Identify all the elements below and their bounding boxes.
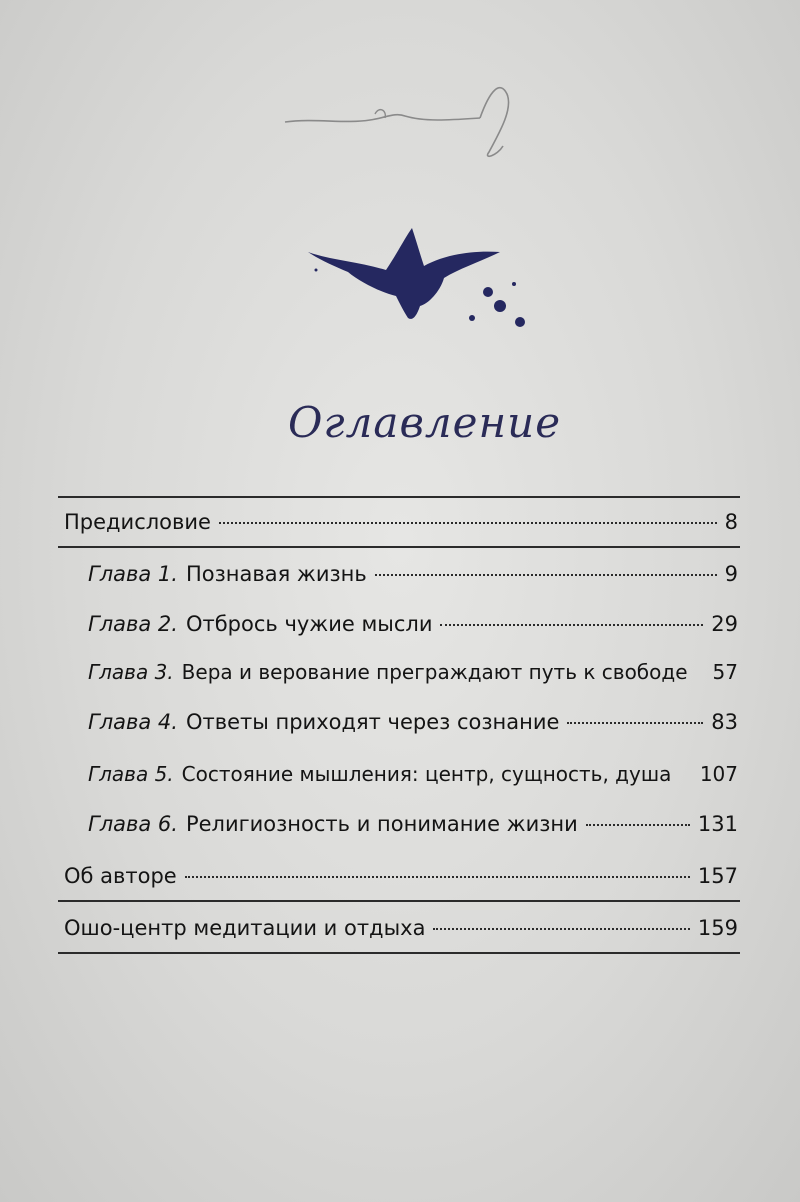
dot-leader — [440, 624, 703, 626]
toc-entry-title: Состояние мышления: центр, сущность, душа — [181, 762, 672, 786]
toc-page-number: 131 — [697, 812, 738, 836]
divider-rule — [58, 546, 740, 548]
chapter-number: Глава 5. — [88, 762, 174, 786]
toc-entry[interactable] — [64, 864, 738, 888]
toc-entry[interactable] — [88, 812, 738, 836]
dot-leader — [567, 722, 703, 724]
toc-page-number: 57 — [712, 660, 738, 684]
toc-page-number: 157 — [697, 864, 738, 888]
toc-entry-title: Ошо-центр медитации и отдыха — [64, 916, 426, 940]
toc-entry[interactable] — [88, 762, 738, 786]
toc-page-number: 107 — [699, 762, 738, 786]
toc-entry[interactable] — [88, 660, 738, 684]
dot-leader — [219, 522, 717, 524]
toc-entry[interactable] — [64, 916, 738, 940]
toc-page-number: 9 — [724, 562, 738, 586]
dot-leader — [433, 928, 689, 930]
toc-page-number: 29 — [711, 612, 738, 636]
toc-entry-title: Религиозность и понимание жизни — [185, 812, 578, 836]
chapter-number: Глава 4. — [88, 710, 178, 734]
toc-entry-title: Об авторе — [64, 864, 177, 888]
chapter-number: Глава 2. — [88, 612, 178, 636]
toc-entry[interactable] — [88, 612, 738, 636]
toc-entry-title: Вера и верование преграждают путь к свободе — [181, 660, 688, 684]
toc-title: Оглавление — [288, 398, 562, 447]
toc-entry-title: Ответы приходят через сознание — [185, 710, 560, 734]
chapter-number: Глава 6. — [88, 812, 178, 836]
toc-entry-title: Отбрось чужие мысли — [185, 612, 433, 636]
bottom-rule — [58, 952, 740, 954]
dot-leader — [375, 574, 717, 576]
toc-entry-title: Предисловие — [64, 510, 211, 534]
toc-page-number: 8 — [724, 510, 738, 534]
toc-entry-title: Познавая жизнь — [185, 562, 367, 586]
toc-entry[interactable] — [88, 710, 738, 734]
dot-leader — [185, 876, 690, 878]
toc-page-number: 83 — [711, 710, 738, 734]
dot-leader — [586, 824, 690, 826]
chapter-number: Глава 1. — [88, 562, 178, 586]
divider-rule — [58, 900, 740, 902]
chapter-number: Глава 3. — [88, 660, 174, 684]
toc-page-number: 159 — [697, 916, 738, 940]
toc-entry[interactable] — [64, 510, 738, 534]
toc-entry[interactable] — [88, 562, 738, 586]
